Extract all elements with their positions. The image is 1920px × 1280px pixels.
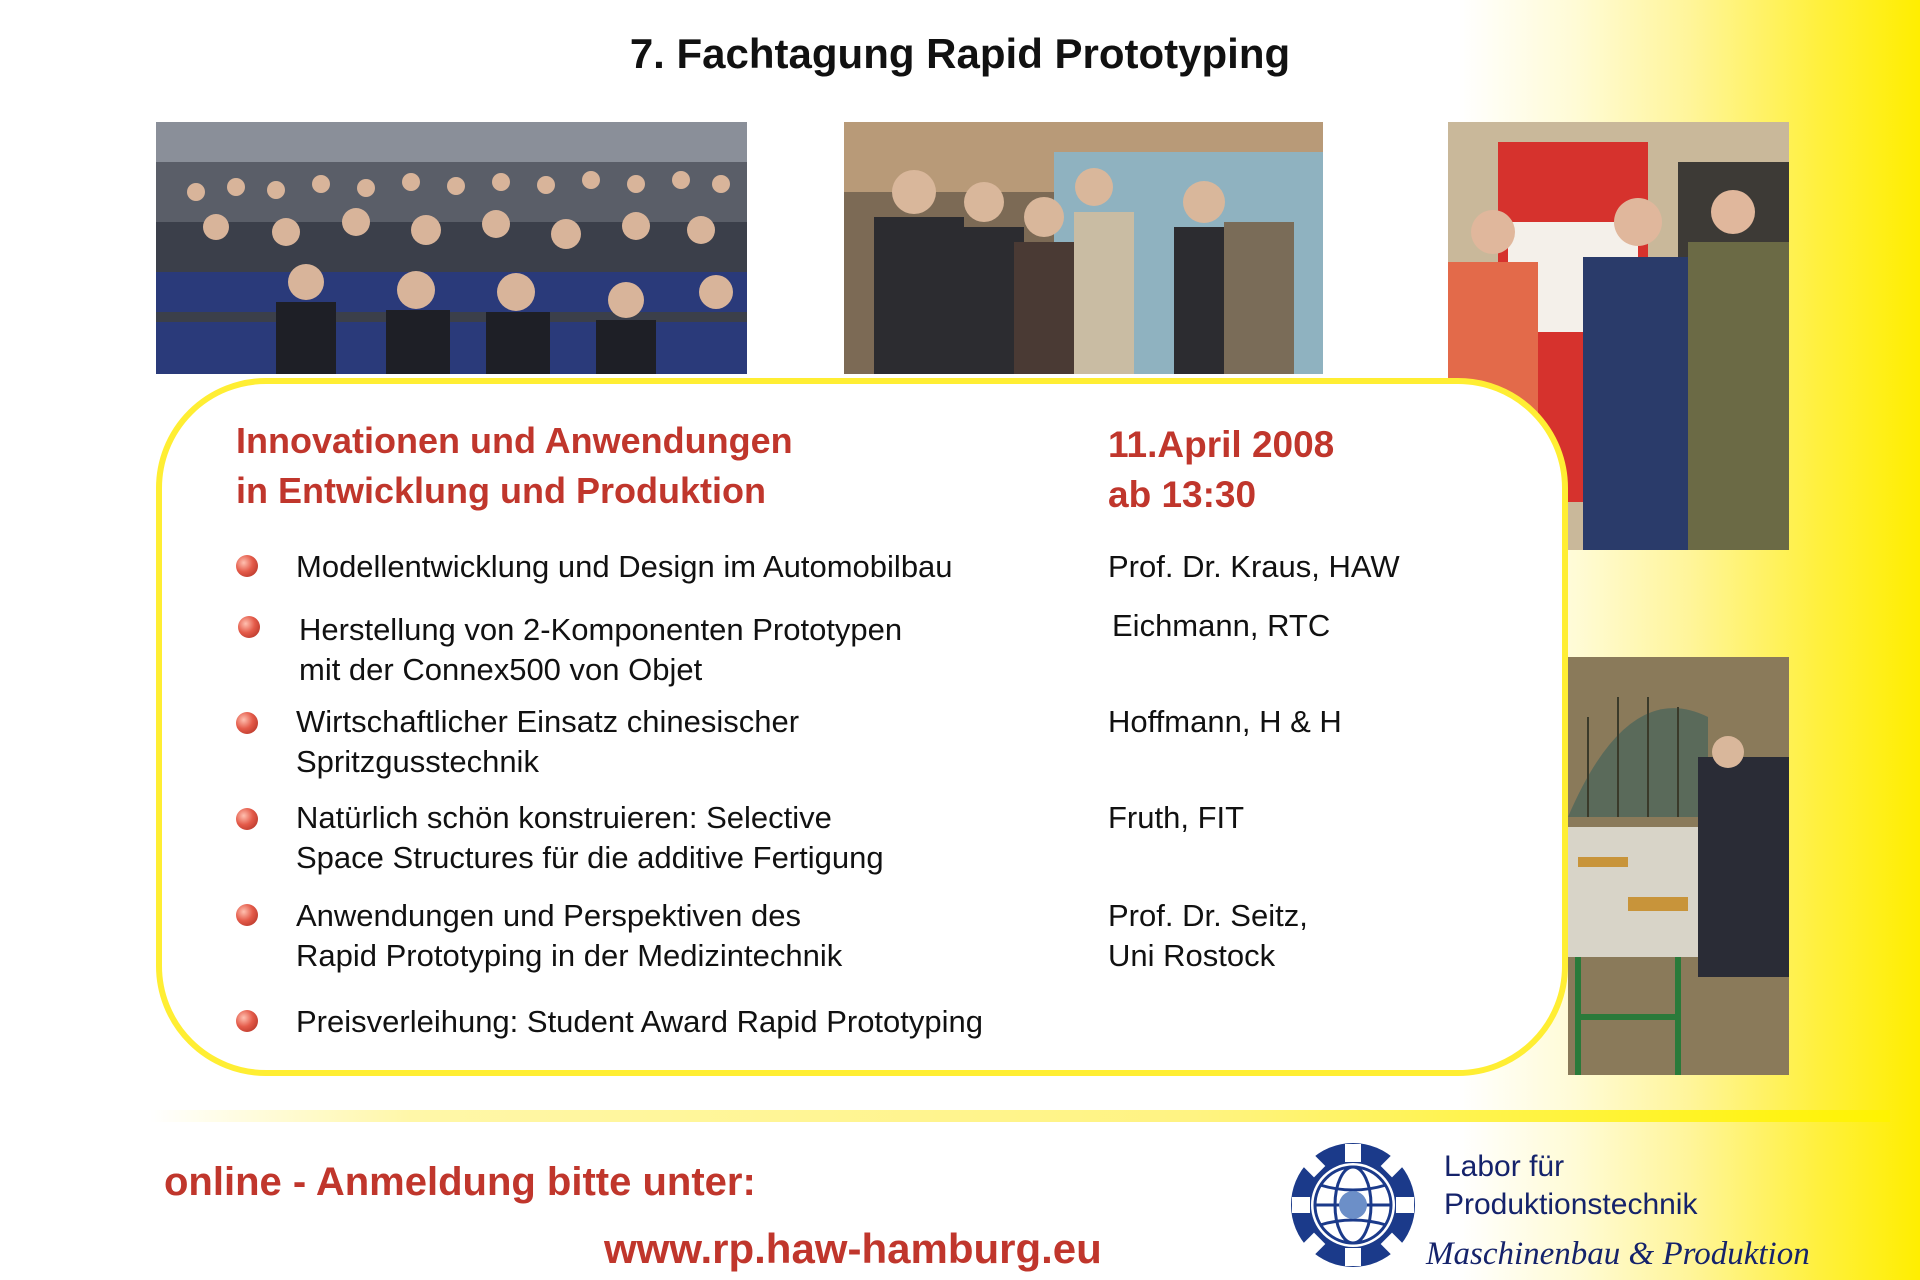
bullet-icon [236,712,258,734]
program-item-speaker: Prof. Dr. Kraus, HAW [1108,549,1400,584]
registration-link[interactable]: www.rp.haw-hamburg.eu [604,1225,1102,1272]
bullet-icon [236,1010,258,1032]
program-item-speaker: Prof. Dr. Seitz, Uni Rostock [1108,898,1308,973]
bullet-icon [238,616,260,638]
program-panel [156,378,1568,1076]
exhibition-photo [844,122,1323,374]
page-title: 7. Fachtagung Rapid Prototyping [629,30,1291,77]
program-item-speaker: Fruth, FIT [1108,800,1245,835]
bullet-icon [236,904,258,926]
program-item-title: Wirtschaftlicher Einsatz chinesischer Spritzgusstechnik [296,704,800,779]
logo-subtitle: Maschinenbau & Produktion [1426,1236,1810,1272]
event-date [1108,420,1334,520]
date-line-1: 11.April 2008 [1108,424,1335,465]
date-line-2: ab 13:30 [1108,474,1257,515]
logo-line-2: Produktionstechnik [1444,1188,1698,1221]
gear-globe-logo-icon [1288,1140,1418,1270]
registration-label: online - Anmeldung bitte unter: [164,1160,756,1204]
program-item-title: Modellentwicklung und Design im Automobilbau [296,549,953,584]
program-item-speaker: Hoffmann, H & H [1108,704,1342,739]
program-item-title: Anwendungen und Perspektiven des Rapid Prototyping in der Medizintechnik [296,898,843,973]
audience-photo [156,122,747,374]
bullet-icon [236,555,258,577]
logo-line-1: Labor für [1444,1150,1565,1183]
program-item-title: Preisverleihung: Student Award Rapid Prototyping [296,1004,984,1039]
program-item-title: Herstellung von 2-Komponenten Prototypen mit der Connex500 von Objet [299,612,903,687]
buffet-photo [1568,657,1789,1075]
topic-heading [236,416,793,516]
program-item-title: Natürlich schön konstruieren: Selective Space Structures für die additive Fertigung [296,800,884,875]
topic-line-2: in Entwicklung und Produktion [236,470,766,511]
divider-line [150,1110,1890,1122]
topic-line-1: Innovationen und Anwendungen [236,420,793,461]
program-item-speaker: Eichmann, RTC [1112,608,1331,643]
bullet-icon [236,808,258,830]
